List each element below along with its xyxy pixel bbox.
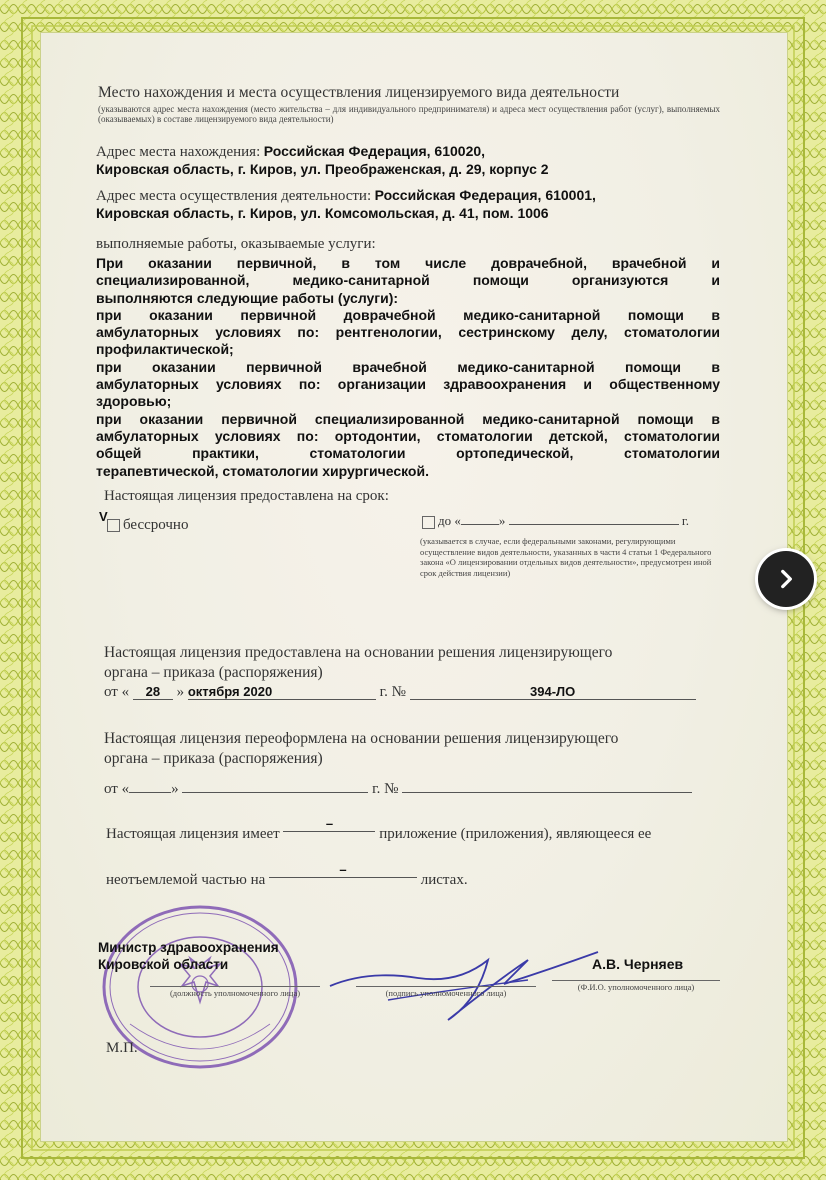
works-line: амбулаторных условиях по: рентгенологии, сестринскому делу, стоматологии — [96, 324, 720, 341]
granted-month: октября 2020 — [188, 684, 376, 700]
address-location-line1: Российская Федерация, 610020, — [263, 143, 486, 159]
reissued-text2: органа – приказа (распоряжения) — [104, 750, 323, 767]
works-line: при оказании первичной врачебной медико-санитарной помощи в — [96, 358, 720, 375]
works-line: при оказании первичной специализированной медико-санитарной помощи в — [96, 410, 720, 427]
works-line: При оказании первичной, в том числе доврачебной, врачебной и — [96, 255, 720, 271]
granted-text1: Настоящая лицензия предоставлена на основании решения лицензирующего — [104, 644, 613, 661]
location-title: Место нахождения и места осуществления лицензируемого вида деятельности — [98, 84, 620, 101]
reissued-year-suffix: г. № — [372, 781, 399, 797]
works-line: здоровью; — [96, 393, 172, 410]
works-line: специализированной, медико-санитарной помощи организуются и — [96, 272, 720, 289]
address-activity-line2: Кировская область, г. Киров, ул. Комсомольская, д. 41, пом. 1006 — [96, 205, 549, 221]
name-note: (Ф.И.О. уполномоченного лица) — [552, 980, 720, 992]
until-prefix: до « — [438, 513, 461, 528]
works-line: амбулаторных условиях по: ортодонтии, стоматологии детской, стоматологии — [96, 427, 720, 444]
works-line: выполняются следующие работы (услуги): — [96, 289, 399, 306]
granted-text2: органа – приказа (распоряжения) — [104, 664, 323, 681]
reissued-from: от « — [104, 781, 130, 797]
signature-note: (подпись уполномоченного лица) — [356, 986, 536, 998]
granted-year-suffix: г. № — [379, 684, 406, 700]
chevron-right-icon — [773, 566, 799, 592]
until-mid: » — [498, 513, 506, 528]
reissued-text1: Настоящая лицензия переоформлена на основании решения лицензирующего — [104, 730, 619, 747]
appendix-text1b: приложение (приложения), являющееся ее — [379, 826, 652, 842]
address-activity — [96, 187, 736, 205]
signer-position-line2: Кировской области — [98, 957, 229, 972]
address-location-line2: Кировская область, г. Киров, ул. Преображенская, д. 29, корпус 2 — [96, 161, 549, 177]
works-label: выполняемые работы, оказываемые услуги: — [96, 236, 376, 252]
appendix-row1 — [106, 816, 652, 843]
granted-date-row: от « 28 » октября 2020 г. № 394-ЛО — [104, 684, 696, 701]
mp-label: М.П. — [106, 1040, 138, 1056]
until-note: (указывается в случае, если федеральными законами, регулирующими осуществление видов деятельности, указанных в части 4 статьи 1 Федерального закона «О лицензировании отдельных видов деятельности», предусмотрен иной срок действия лицензии) — [420, 536, 712, 578]
appendix-count: – — [283, 816, 375, 832]
reissued-mid: » — [171, 781, 179, 797]
appendix-text2a: неотъемлемой частью на — [106, 872, 266, 888]
check-mark: V — [99, 509, 108, 524]
signer-name: А.В. Черняев — [592, 956, 684, 972]
address-activity-label: Адрес места осуществления деятельности: — [96, 188, 372, 204]
address-activity-line1: Российская Федерация, 610001, — [374, 187, 596, 203]
works-line: при оказании первичной доврачебной медико-санитарной помощи в — [96, 306, 720, 323]
works-line: амбулаторных условиях по: организации здравоохранения и общественному — [96, 376, 720, 393]
granted-number: 394-ЛО — [410, 684, 696, 700]
granted-day: 28 — [133, 684, 173, 700]
next-page-button[interactable] — [758, 551, 814, 607]
until-checkbox — [422, 516, 435, 529]
appendix-text1a: Настоящая лицензия имеет — [106, 826, 280, 842]
appendix-sheets: – — [269, 862, 417, 878]
term-label: Настоящая лицензия предоставлена на срок: — [104, 488, 389, 504]
works-list — [96, 255, 720, 480]
until-suffix: г. — [681, 513, 689, 528]
appendix-row2 — [106, 862, 468, 889]
until-row — [438, 513, 689, 529]
granted-from: от « — [104, 684, 130, 700]
signer-position-line1: Министр здравоохранения — [98, 940, 279, 955]
indefinite-checkbox — [107, 519, 120, 532]
location-note: (указываются адрес места нахождения (место жительства – для индивидуального предпринимателя) и адреса мест осуществления работ (услуг), выполняемых (оказываемых) в составе лицензируемого вида деятельности) — [98, 104, 720, 124]
appendix-text2b: листах. — [420, 872, 468, 888]
address-location — [96, 143, 736, 161]
indefinite-label: бессрочно — [123, 517, 189, 533]
works-line: общей практики, стоматологии ортопедической, стоматологии — [96, 445, 720, 462]
works-line: профилактической; — [96, 341, 234, 358]
position-note: (должность уполномоченного лица) — [150, 986, 320, 998]
address-location-label: Адрес места нахождения: — [96, 144, 261, 160]
works-line: терапевтической, стоматологии хирургической. — [96, 462, 429, 479]
reissued-date-row — [104, 781, 692, 798]
